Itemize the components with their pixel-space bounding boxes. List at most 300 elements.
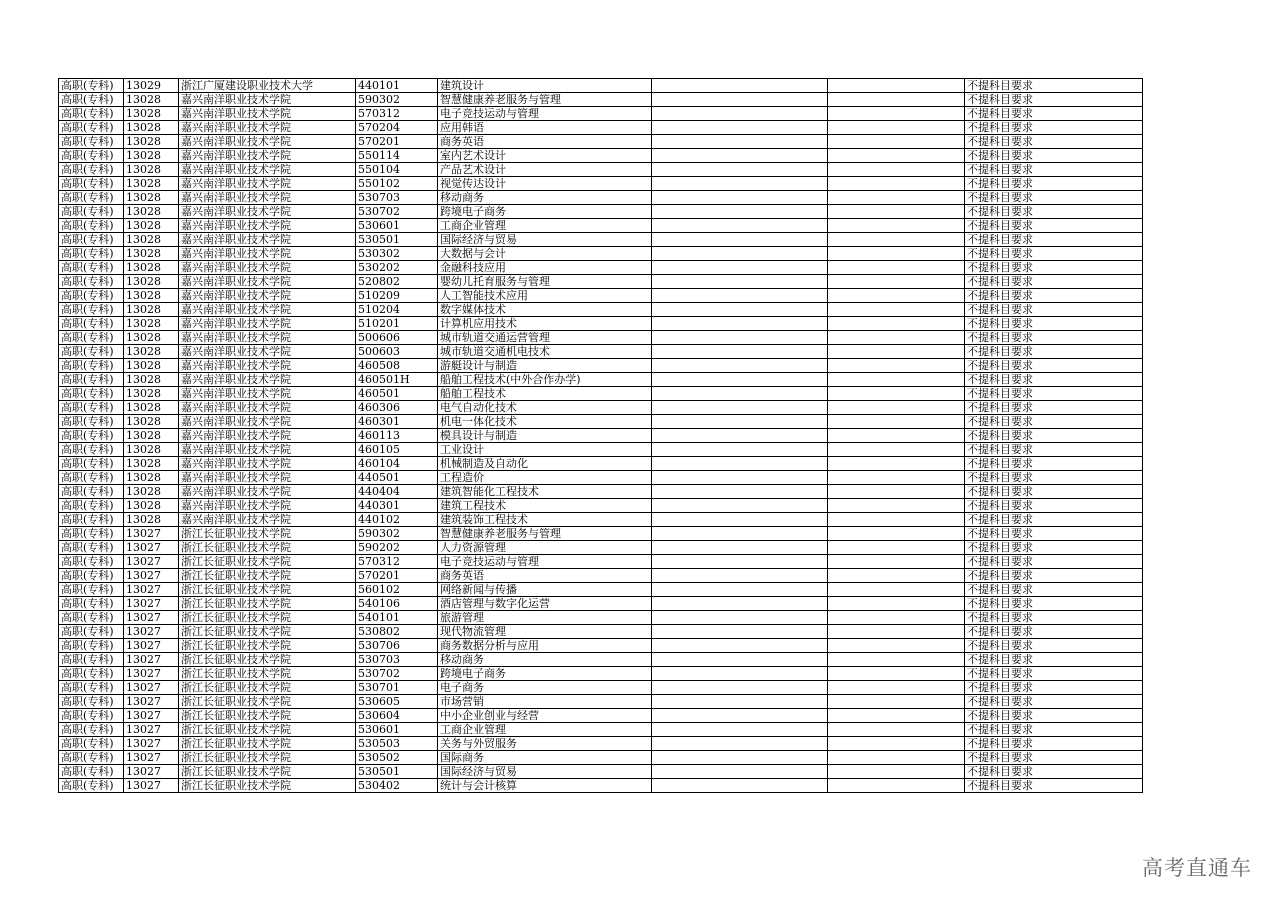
major-name-cell: 工商企业管理	[438, 219, 652, 233]
subject-requirement-cell: 不提科目要求	[965, 499, 1143, 513]
subject-requirement-cell: 不提科目要求	[965, 219, 1143, 233]
major-code-cell: 570312	[356, 107, 438, 121]
table-row	[59, 569, 1143, 583]
subject-requirement-cell: 不提科目要求	[965, 555, 1143, 569]
school-code-cell: 13029	[124, 79, 179, 93]
major-code-cell: 520802	[356, 275, 438, 289]
blank-cell-1	[652, 275, 828, 289]
level-cell: 高职(专科)	[59, 611, 124, 625]
table-row	[59, 401, 1143, 415]
admission-table	[58, 78, 1143, 793]
school-name-cell: 嘉兴南洋职业技术学院	[179, 205, 356, 219]
school-name-cell: 浙江长征职业技术学院	[179, 723, 356, 737]
blank-cell-2	[828, 121, 965, 135]
blank-cell-1	[652, 163, 828, 177]
major-name-cell: 建筑工程技术	[438, 499, 652, 513]
major-code-cell: 530802	[356, 625, 438, 639]
blank-cell-2	[828, 681, 965, 695]
table-row	[59, 233, 1143, 247]
school-name-cell: 浙江长征职业技术学院	[179, 583, 356, 597]
blank-cell-1	[652, 93, 828, 107]
major-code-cell: 460104	[356, 457, 438, 471]
subject-requirement-cell: 不提科目要求	[965, 387, 1143, 401]
level-cell: 高职(专科)	[59, 625, 124, 639]
major-code-cell: 460501	[356, 387, 438, 401]
blank-cell-2	[828, 135, 965, 149]
major-code-cell: 530502	[356, 751, 438, 765]
major-code-cell: 550114	[356, 149, 438, 163]
subject-requirement-cell: 不提科目要求	[965, 527, 1143, 541]
table-row	[59, 303, 1143, 317]
school-code-cell: 13027	[124, 723, 179, 737]
table-row	[59, 261, 1143, 275]
level-cell: 高职(专科)	[59, 583, 124, 597]
blank-cell-1	[652, 107, 828, 121]
subject-requirement-cell: 不提科目要求	[965, 541, 1143, 555]
school-code-cell: 13028	[124, 485, 179, 499]
blank-cell-1	[652, 485, 828, 499]
major-name-cell: 商务英语	[438, 569, 652, 583]
school-name-cell: 嘉兴南洋职业技术学院	[179, 219, 356, 233]
level-cell: 高职(专科)	[59, 373, 124, 387]
major-name-cell: 工商企业管理	[438, 723, 652, 737]
subject-requirement-cell: 不提科目要求	[965, 415, 1143, 429]
level-cell: 高职(专科)	[59, 499, 124, 513]
blank-cell-1	[652, 667, 828, 681]
subject-requirement-cell: 不提科目要求	[965, 737, 1143, 751]
blank-cell-1	[652, 317, 828, 331]
blank-cell-1	[652, 149, 828, 163]
major-code-cell: 540106	[356, 597, 438, 611]
level-cell: 高职(专科)	[59, 247, 124, 261]
subject-requirement-cell: 不提科目要求	[965, 401, 1143, 415]
major-name-cell: 计算机应用技术	[438, 317, 652, 331]
school-code-cell: 13028	[124, 233, 179, 247]
table-row	[59, 471, 1143, 485]
subject-requirement-cell: 不提科目要求	[965, 275, 1143, 289]
major-code-cell: 500603	[356, 345, 438, 359]
blank-cell-1	[652, 611, 828, 625]
table-row	[59, 555, 1143, 569]
level-cell: 高职(专科)	[59, 765, 124, 779]
subject-requirement-cell: 不提科目要求	[965, 303, 1143, 317]
school-name-cell: 浙江长征职业技术学院	[179, 625, 356, 639]
table-row	[59, 639, 1143, 653]
table-row	[59, 723, 1143, 737]
table-row	[59, 653, 1143, 667]
blank-cell-1	[652, 513, 828, 527]
subject-requirement-cell: 不提科目要求	[965, 359, 1143, 373]
major-name-cell: 视觉传达设计	[438, 177, 652, 191]
level-cell: 高职(专科)	[59, 429, 124, 443]
major-code-cell: 440501	[356, 471, 438, 485]
school-name-cell: 嘉兴南洋职业技术学院	[179, 429, 356, 443]
blank-cell-2	[828, 471, 965, 485]
blank-cell-2	[828, 429, 965, 443]
subject-requirement-cell: 不提科目要求	[965, 653, 1143, 667]
major-code-cell: 530701	[356, 681, 438, 695]
major-name-cell: 中小企业创业与经营	[438, 709, 652, 723]
level-cell: 高职(专科)	[59, 485, 124, 499]
blank-cell-1	[652, 331, 828, 345]
table-row	[59, 275, 1143, 289]
level-cell: 高职(专科)	[59, 415, 124, 429]
school-code-cell: 13027	[124, 541, 179, 555]
school-code-cell: 13027	[124, 527, 179, 541]
level-cell: 高职(专科)	[59, 597, 124, 611]
subject-requirement-cell: 不提科目要求	[965, 513, 1143, 527]
blank-cell-1	[652, 779, 828, 793]
major-code-cell: 530702	[356, 205, 438, 219]
major-code-cell: 530202	[356, 261, 438, 275]
table-row	[59, 247, 1143, 261]
major-code-cell: 500606	[356, 331, 438, 345]
school-name-cell: 嘉兴南洋职业技术学院	[179, 177, 356, 191]
school-code-cell: 13028	[124, 205, 179, 219]
blank-cell-1	[652, 177, 828, 191]
major-name-cell: 电气自动化技术	[438, 401, 652, 415]
school-code-cell: 13028	[124, 93, 179, 107]
blank-cell-1	[652, 359, 828, 373]
blank-cell-1	[652, 765, 828, 779]
school-name-cell: 浙江长征职业技术学院	[179, 527, 356, 541]
blank-cell-1	[652, 429, 828, 443]
school-code-cell: 13028	[124, 191, 179, 205]
subject-requirement-cell: 不提科目要求	[965, 695, 1143, 709]
school-name-cell: 嘉兴南洋职业技术学院	[179, 149, 356, 163]
level-cell: 高职(专科)	[59, 191, 124, 205]
school-name-cell: 嘉兴南洋职业技术学院	[179, 191, 356, 205]
level-cell: 高职(专科)	[59, 709, 124, 723]
blank-cell-2	[828, 695, 965, 709]
major-name-cell: 酒店管理与数字化运营	[438, 597, 652, 611]
blank-cell-1	[652, 79, 828, 93]
major-name-cell: 商务英语	[438, 135, 652, 149]
school-name-cell: 浙江长征职业技术学院	[179, 653, 356, 667]
table-row	[59, 765, 1143, 779]
school-code-cell: 13028	[124, 219, 179, 233]
major-code-cell: 550102	[356, 177, 438, 191]
school-name-cell: 嘉兴南洋职业技术学院	[179, 135, 356, 149]
school-name-cell: 嘉兴南洋职业技术学院	[179, 233, 356, 247]
subject-requirement-cell: 不提科目要求	[965, 667, 1143, 681]
major-name-cell: 移动商务	[438, 191, 652, 205]
blank-cell-2	[828, 247, 965, 261]
major-name-cell: 应用韩语	[438, 121, 652, 135]
blank-cell-2	[828, 667, 965, 681]
blank-cell-1	[652, 625, 828, 639]
major-name-cell: 模具设计与制造	[438, 429, 652, 443]
table-row	[59, 359, 1143, 373]
blank-cell-1	[652, 569, 828, 583]
school-name-cell: 嘉兴南洋职业技术学院	[179, 401, 356, 415]
subject-requirement-cell: 不提科目要求	[965, 205, 1143, 219]
table-row	[59, 331, 1143, 345]
level-cell: 高职(专科)	[59, 331, 124, 345]
school-name-cell: 嘉兴南洋职业技术学院	[179, 471, 356, 485]
subject-requirement-cell: 不提科目要求	[965, 191, 1143, 205]
table-row	[59, 597, 1143, 611]
school-name-cell: 嘉兴南洋职业技术学院	[179, 107, 356, 121]
major-code-cell: 530703	[356, 653, 438, 667]
major-code-cell: 530706	[356, 639, 438, 653]
major-code-cell: 540101	[356, 611, 438, 625]
school-code-cell: 13027	[124, 555, 179, 569]
table-row	[59, 513, 1143, 527]
school-name-cell: 浙江长征职业技术学院	[179, 639, 356, 653]
major-name-cell: 网络新闻与传播	[438, 583, 652, 597]
subject-requirement-cell: 不提科目要求	[965, 135, 1143, 149]
subject-requirement-cell: 不提科目要求	[965, 121, 1143, 135]
major-name-cell: 游艇设计与制造	[438, 359, 652, 373]
blank-cell-2	[828, 751, 965, 765]
blank-cell-2	[828, 275, 965, 289]
table-row	[59, 625, 1143, 639]
blank-cell-1	[652, 541, 828, 555]
level-cell: 高职(专科)	[59, 723, 124, 737]
blank-cell-2	[828, 513, 965, 527]
blank-cell-2	[828, 177, 965, 191]
major-code-cell: 530302	[356, 247, 438, 261]
level-cell: 高职(专科)	[59, 205, 124, 219]
table-row	[59, 317, 1143, 331]
major-name-cell: 统计与会计核算	[438, 779, 652, 793]
major-name-cell: 人力资源管理	[438, 541, 652, 555]
subject-requirement-cell: 不提科目要求	[965, 93, 1143, 107]
major-name-cell: 产品艺术设计	[438, 163, 652, 177]
subject-requirement-cell: 不提科目要求	[965, 779, 1143, 793]
blank-cell-2	[828, 261, 965, 275]
table-row	[59, 583, 1143, 597]
major-code-cell: 460508	[356, 359, 438, 373]
level-cell: 高职(专科)	[59, 639, 124, 653]
school-code-cell: 13027	[124, 751, 179, 765]
level-cell: 高职(专科)	[59, 569, 124, 583]
level-cell: 高职(专科)	[59, 79, 124, 93]
subject-requirement-cell: 不提科目要求	[965, 569, 1143, 583]
blank-cell-1	[652, 723, 828, 737]
school-name-cell: 嘉兴南洋职业技术学院	[179, 359, 356, 373]
subject-requirement-cell: 不提科目要求	[965, 163, 1143, 177]
blank-cell-2	[828, 79, 965, 93]
school-name-cell: 嘉兴南洋职业技术学院	[179, 387, 356, 401]
school-name-cell: 嘉兴南洋职业技术学院	[179, 93, 356, 107]
table-row	[59, 163, 1143, 177]
school-name-cell: 嘉兴南洋职业技术学院	[179, 317, 356, 331]
school-name-cell: 嘉兴南洋职业技术学院	[179, 261, 356, 275]
major-code-cell: 460105	[356, 443, 438, 457]
major-name-cell: 国际商务	[438, 751, 652, 765]
subject-requirement-cell: 不提科目要求	[965, 583, 1143, 597]
major-name-cell: 人工智能技术应用	[438, 289, 652, 303]
school-name-cell: 嘉兴南洋职业技术学院	[179, 457, 356, 471]
table-row	[59, 737, 1143, 751]
major-name-cell: 移动商务	[438, 653, 652, 667]
blank-cell-2	[828, 737, 965, 751]
major-name-cell: 智慧健康养老服务与管理	[438, 93, 652, 107]
major-name-cell: 电子商务	[438, 681, 652, 695]
major-code-cell: 560102	[356, 583, 438, 597]
major-code-cell: 440101	[356, 79, 438, 93]
blank-cell-2	[828, 583, 965, 597]
school-name-cell: 浙江长征职业技术学院	[179, 569, 356, 583]
major-name-cell: 船舶工程技术(中外合作办学)	[438, 373, 652, 387]
table-row	[59, 387, 1143, 401]
major-code-cell: 550104	[356, 163, 438, 177]
school-code-cell: 13028	[124, 499, 179, 513]
major-code-cell: 530402	[356, 779, 438, 793]
major-name-cell: 机电一体化技术	[438, 415, 652, 429]
subject-requirement-cell: 不提科目要求	[965, 485, 1143, 499]
level-cell: 高职(专科)	[59, 359, 124, 373]
major-code-cell: 530703	[356, 191, 438, 205]
major-code-cell: 460113	[356, 429, 438, 443]
level-cell: 高职(专科)	[59, 177, 124, 191]
table-row	[59, 667, 1143, 681]
major-name-cell: 关务与外贸服务	[438, 737, 652, 751]
school-code-cell: 13027	[124, 597, 179, 611]
subject-requirement-cell: 不提科目要求	[965, 177, 1143, 191]
blank-cell-1	[652, 653, 828, 667]
level-cell: 高职(专科)	[59, 107, 124, 121]
major-name-cell: 室内艺术设计	[438, 149, 652, 163]
blank-cell-1	[652, 345, 828, 359]
school-name-cell: 嘉兴南洋职业技术学院	[179, 415, 356, 429]
school-code-cell: 13028	[124, 401, 179, 415]
subject-requirement-cell: 不提科目要求	[965, 751, 1143, 765]
school-name-cell: 浙江长征职业技术学院	[179, 611, 356, 625]
level-cell: 高职(专科)	[59, 681, 124, 695]
blank-cell-1	[652, 261, 828, 275]
major-name-cell: 工业设计	[438, 443, 652, 457]
table-row	[59, 681, 1143, 695]
school-name-cell: 浙江长征职业技术学院	[179, 555, 356, 569]
blank-cell-1	[652, 709, 828, 723]
blank-cell-1	[652, 373, 828, 387]
level-cell: 高职(专科)	[59, 737, 124, 751]
blank-cell-2	[828, 779, 965, 793]
blank-cell-1	[652, 387, 828, 401]
blank-cell-1	[652, 219, 828, 233]
blank-cell-2	[828, 317, 965, 331]
subject-requirement-cell: 不提科目要求	[965, 289, 1143, 303]
school-code-cell: 13028	[124, 135, 179, 149]
blank-cell-2	[828, 555, 965, 569]
school-code-cell: 13028	[124, 303, 179, 317]
blank-cell-2	[828, 611, 965, 625]
school-name-cell: 嘉兴南洋职业技术学院	[179, 485, 356, 499]
blank-cell-1	[652, 555, 828, 569]
school-code-cell: 13027	[124, 611, 179, 625]
level-cell: 高职(专科)	[59, 443, 124, 457]
major-name-cell: 婴幼儿托育服务与管理	[438, 275, 652, 289]
table-row	[59, 93, 1143, 107]
table-row	[59, 779, 1143, 793]
blank-cell-1	[652, 135, 828, 149]
school-code-cell: 13028	[124, 275, 179, 289]
school-name-cell: 嘉兴南洋职业技术学院	[179, 499, 356, 513]
major-name-cell: 城市轨道交通机电技术	[438, 345, 652, 359]
major-name-cell: 城市轨道交通运营管理	[438, 331, 652, 345]
blank-cell-2	[828, 359, 965, 373]
blank-cell-2	[828, 499, 965, 513]
major-code-cell: 530501	[356, 233, 438, 247]
blank-cell-2	[828, 401, 965, 415]
blank-cell-2	[828, 569, 965, 583]
school-code-cell: 13027	[124, 639, 179, 653]
table-row	[59, 79, 1143, 93]
major-name-cell: 建筑智能化工程技术	[438, 485, 652, 499]
school-code-cell: 13027	[124, 653, 179, 667]
major-name-cell: 市场营销	[438, 695, 652, 709]
blank-cell-1	[652, 457, 828, 471]
blank-cell-2	[828, 107, 965, 121]
school-name-cell: 嘉兴南洋职业技术学院	[179, 331, 356, 345]
blank-cell-2	[828, 527, 965, 541]
subject-requirement-cell: 不提科目要求	[965, 79, 1143, 93]
major-code-cell: 530601	[356, 219, 438, 233]
level-cell: 高职(专科)	[59, 93, 124, 107]
school-code-cell: 13027	[124, 737, 179, 751]
table-row	[59, 135, 1143, 149]
table-row	[59, 751, 1143, 765]
blank-cell-2	[828, 625, 965, 639]
school-code-cell: 13028	[124, 289, 179, 303]
blank-cell-1	[652, 499, 828, 513]
school-name-cell: 嘉兴南洋职业技术学院	[179, 163, 356, 177]
level-cell: 高职(专科)	[59, 317, 124, 331]
blank-cell-2	[828, 219, 965, 233]
school-code-cell: 13028	[124, 345, 179, 359]
school-code-cell: 13028	[124, 331, 179, 345]
table-row	[59, 527, 1143, 541]
blank-cell-2	[828, 289, 965, 303]
level-cell: 高职(专科)	[59, 387, 124, 401]
school-name-cell: 浙江长征职业技术学院	[179, 751, 356, 765]
subject-requirement-cell: 不提科目要求	[965, 317, 1143, 331]
school-name-cell: 浙江长征职业技术学院	[179, 779, 356, 793]
subject-requirement-cell: 不提科目要求	[965, 247, 1143, 261]
level-cell: 高职(专科)	[59, 695, 124, 709]
watermark-text: 高考直通车	[1142, 856, 1252, 880]
level-cell: 高职(专科)	[59, 275, 124, 289]
subject-requirement-cell: 不提科目要求	[965, 373, 1143, 387]
major-name-cell: 工程造价	[438, 471, 652, 485]
level-cell: 高职(专科)	[59, 219, 124, 233]
major-name-cell: 电子竞技运动与管理	[438, 107, 652, 121]
major-name-cell: 机械制造及自动化	[438, 457, 652, 471]
school-code-cell: 13028	[124, 513, 179, 527]
major-code-cell: 510201	[356, 317, 438, 331]
major-code-cell: 440404	[356, 485, 438, 499]
blank-cell-2	[828, 345, 965, 359]
table-row	[59, 107, 1143, 121]
table-row	[59, 611, 1143, 625]
blank-cell-1	[652, 751, 828, 765]
school-code-cell: 13028	[124, 415, 179, 429]
school-code-cell: 13028	[124, 373, 179, 387]
blank-cell-1	[652, 191, 828, 205]
level-cell: 高职(专科)	[59, 751, 124, 765]
blank-cell-1	[652, 289, 828, 303]
blank-cell-1	[652, 471, 828, 485]
subject-requirement-cell: 不提科目要求	[965, 765, 1143, 779]
school-name-cell: 浙江长征职业技术学院	[179, 681, 356, 695]
major-code-cell: 570201	[356, 135, 438, 149]
blank-cell-1	[652, 695, 828, 709]
level-cell: 高职(专科)	[59, 779, 124, 793]
subject-requirement-cell: 不提科目要求	[965, 107, 1143, 121]
